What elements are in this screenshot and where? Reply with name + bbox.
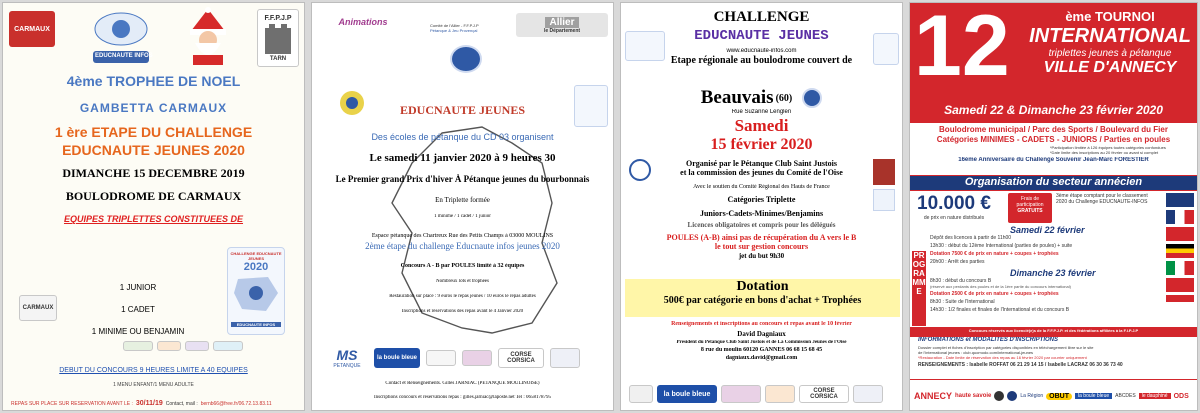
event-date: Le samedi 11 janvier 2020 à 9 heures 30 (369, 152, 556, 164)
annecy-logo: ANNECY (914, 391, 953, 401)
categories-line: Juniors-Cadets-Minimes/Benjamins (699, 209, 824, 218)
gestion-line: le tout sur gestion concours (714, 242, 809, 251)
team-cadet: 1 CADET (121, 305, 155, 314)
saturday-item-4: 20h00 : Arrêt des parties (930, 259, 985, 265)
venue-line: Espace pétanque des Chartreux Rue des Petits Champs à 03000 MOULINS (371, 233, 554, 239)
sponsor-carmaux: CARMAUX (19, 295, 57, 321)
president-line: Président du Pétanque Club Saint Justois et de La Commission Jeunes de l'Oise (676, 340, 847, 345)
sponsor-logo (426, 350, 456, 366)
sponsor-logo (123, 341, 153, 351)
challenge-badge: CHALLENGE EDUCNAUTE JEUNES 2020 EDUCNAUTE INFOS (227, 247, 285, 335)
educnaute-banner: EDUCNAUTE JEUNES (399, 103, 526, 117)
prizes-line: Nombreux lots et trophées (436, 279, 489, 284)
sponsor-logo (765, 385, 795, 403)
saturday-item-2: 13h30 : début du 12ème International (parties de poules) + suite (930, 243, 1073, 249)
programme-label: PROGRAMME (912, 251, 926, 326)
sponsor-strip (629, 385, 897, 403)
sponsor-logo (853, 385, 883, 403)
fees-box: Frais de participation GRATUITS (1008, 193, 1052, 223)
allier-departement-logo: Allier le Département (516, 13, 608, 37)
corse-logo: CORSE CORSICA (799, 385, 849, 403)
footer-reservation: REPAS SUR PLACE SUR RESERVATION AVANT LE : (11, 400, 133, 407)
stage-note: 3ème étape comptant pour le classement 2020 du Challenge EDUCNAUTE-INFOS (1056, 193, 1148, 205)
subtitle: triplettes jeunes à pétanque (1048, 48, 1172, 59)
date-line: 15 février 2020 (710, 136, 813, 153)
tournoi-line: ème TOURNOI (1065, 9, 1155, 24)
side-logo-icon (873, 189, 895, 211)
challenge-badge-right (873, 33, 899, 65)
event-date: DIMANCHE 15 DECEMBRE 2019 (62, 166, 245, 180)
sunday-item-3: 8h30 : Suite de l'International (930, 299, 995, 305)
footer-contact: Contact, mail : (165, 400, 198, 407)
note-2: *Date limite des inscriptions au 20 février ou avant si complet (1050, 150, 1159, 155)
sunday-item-4: 14h30 : 1/2 finales et finales de l'International et du concours B (930, 307, 1070, 313)
ms-petanque-logo: MS PETANQUE (333, 347, 361, 369)
abcdes-logo: ABCDES (1115, 393, 1136, 399)
licences-line: Licences obligatoires et compris pour les délégués (687, 221, 836, 229)
contact-detail-line: Inscriptions concours et réservations repas : gilles.jarniac@laposte.net Tel : 0658178795 (373, 395, 552, 400)
sponsor-logo (157, 341, 181, 351)
sunday-title: Dimanche 23 février (1010, 268, 1096, 278)
teams-heading: EQUIPES TRIPLETTES CONSTITUEES DE (63, 214, 244, 224)
composition-line: 1 minime / 1 cadet / 1 junior (434, 214, 491, 219)
sponsor-logo (721, 385, 761, 403)
sunday-item-1b: (réservé aux perdants des poules et de la 1ère partie du concours international) (930, 284, 1071, 289)
venue-line: Boulodrome municipal / Parc des Sports / Boulevard du Fier (939, 125, 1168, 134)
big-number: 12 (914, 2, 1010, 94)
food-line: Restauration sur place : 9 euros le repas jeunes / 10 euros le repas adultes (389, 294, 536, 299)
obut-logo: OBUT (1046, 393, 1072, 400)
event-title: Le Premier grand Prix d'hiver À Pétanque jeunes du bourbonnais (335, 174, 590, 184)
sponsor-strip (123, 341, 243, 351)
footer-email[interactable]: bernb66@free.fr/06.72.13.83.11 (200, 400, 272, 407)
prize-box: 10.000 € de prix en nature distribués (917, 193, 991, 221)
contact-line: Contact et Renseignements. Gilles JARNIAC (PETANQUE MOULINOISE) (385, 381, 540, 386)
region-logo: La Région (1020, 393, 1044, 399)
dotation-box (625, 279, 900, 317)
sponsor-logo (629, 385, 653, 403)
carmaux-logo: CARMAUX (9, 11, 55, 47)
info-2: de l'international jeunes : club.quomodo.com/international-jeunes (918, 350, 1034, 355)
poster-tournoi-annecy (909, 2, 1198, 411)
dates-line: Samedi 22 & Dimanche 23 février 2020 (944, 103, 1163, 117)
dotation-title: Dotation (736, 279, 789, 294)
person-line: David Dagniaux (737, 330, 786, 338)
note-1: *Participation limitée à 126 équipes toutes catégories confondues (1050, 145, 1166, 150)
contacts-line: RENSEIGNEMENTS : Isabelle ROFFAT 06 21 29 14 15 / Isabelle LACRAZ 06 30 36 73 40 (918, 362, 1123, 368)
haute-savoie-logo: haute savoie (955, 393, 992, 399)
start-note: DEBUT DU CONCOURS 9 HEURES LIMITE A 40 EQUIPES (59, 367, 248, 374)
dotation-line: 500€ par catégorie en bons d'achat + Trophées (663, 295, 862, 306)
comite-allier-logo: Comité de l'Allier - F.F.P.J.P Pétanque & Jeu Provençal (430, 23, 479, 33)
flag-strip (1166, 193, 1194, 323)
register-line: Inscriptions et réservations des repas avant le 4 Janvier 2020 (401, 309, 524, 314)
saturday-item-1: Dépôt des licences à partir de 11h00 (930, 235, 1012, 241)
sponsor-logo (462, 350, 492, 366)
info-3: *Restauration - Date limite de réservation des repas au 16 février 2020 par courrier uniquement (918, 355, 1087, 360)
info-title: INFORMATIONS et MODALITES D'INSCRIPTIONS (918, 337, 1058, 343)
organiser-1: Organisé par le Pétanque Club Saint Justois (686, 159, 837, 168)
info-line: Renseignements et inscriptions au concours et repas avant le 10 février (671, 321, 852, 327)
sponsor-strip (326, 347, 606, 369)
challenge-header: CHALLENGE (713, 9, 810, 25)
poster-challenge-beauvais (620, 2, 903, 411)
event-place: BOULODROME DE CARMAUX (65, 189, 242, 203)
sponsor-logo (550, 348, 580, 368)
international-title: INTERNATIONAL (1029, 25, 1191, 47)
sponsor-strip (910, 380, 1197, 411)
educnaute-brand: EDUCNAUTE JEUNES (694, 28, 829, 44)
stage-line: Etape régionale au boulodrome couvert de (670, 55, 853, 66)
title-line-2: GAMBETTA CARMAUX (79, 101, 228, 115)
email-line[interactable]: dagniaux.david@gmail.com (725, 355, 798, 361)
day-line: Samedi (734, 116, 789, 135)
format-b-line: Concours A - B par POULES limité à 32 équipes (400, 263, 525, 269)
title-line-1: 4ème TROPHEE DE NOEL (66, 73, 241, 89)
side-logo-icon (629, 159, 651, 181)
street-line: Rue Suzanne Lenglen (731, 109, 792, 115)
ods-logo: ODS (1173, 392, 1189, 400)
categories-line: Catégories MINIMES - CADETS - JUNIORS / Parties en poules (936, 135, 1171, 144)
sunday-item-2: Dotation 2500 € de prix en nature + coupes + trophées (930, 291, 1059, 297)
address-line: 8 rue du moulin 60120 GANNES 06 68 15 68 45 (700, 347, 823, 353)
categories-title: Catégories Triplette (727, 195, 796, 204)
city-title: VILLE D'ANNECY (1043, 59, 1177, 76)
city-dept: (60) (775, 92, 793, 104)
city-name: Beauvais (700, 87, 774, 108)
stage-line: 2ème étape du challenge Educnaute infos jeunes 2020 (365, 241, 560, 251)
santa-icon (181, 7, 235, 65)
sponsor-logo (185, 341, 209, 351)
club-crest-icon (450, 45, 482, 73)
format-line: En Triplette formée (435, 196, 490, 204)
intro-line: Des écoles de pétanque du CD 03 organisent (371, 132, 554, 142)
educnaute-badge-left (625, 31, 665, 61)
menu-note: 1 MENU ENFANT/1 MENU ADULTE (113, 382, 194, 388)
boule-bleue-logo: la boule bleue (374, 348, 420, 368)
ffpjp-tarn-logo: F.F.P.J.P TARN (257, 9, 299, 67)
organiser-2: et la commission des jeunes du Comité de l'Oise (680, 168, 843, 177)
title-line-4: EDUCNAUTE JEUNES 2020 (62, 142, 245, 158)
poster-trophee-noel-carmaux (2, 2, 305, 411)
sponsor-dot-icon (994, 391, 1004, 401)
organisation-line: Organisation du secteur annécien (964, 176, 1143, 188)
anniversary-line: 16ème Anniversaire du Challenge Souvenir Jean-Marc FORESTIER (958, 157, 1149, 163)
support-line: Avec le soutien du Comité Régional des Hauts de France (693, 184, 830, 190)
educnaute-logo: EDUCNAUTE INFOS (89, 9, 153, 67)
sunday-item-1: 8h30 : début du concours B (930, 278, 992, 284)
team-minime: 1 MINIME OU BENJAMIN (91, 327, 185, 336)
boule-bleue-logo: la boule bleue (657, 385, 717, 403)
jet-line: jet du but 9h30 (738, 252, 785, 260)
saturday-item-3: Dotation 7500 € de prix en nature + coupes + trophées (930, 251, 1059, 257)
footer-date: 30/11/19 (135, 400, 163, 407)
team-junior: 1 JUNIOR (119, 283, 157, 292)
reserved-line: Concours réservés aux licencié(e)s de la F.F.P.J.P. et des fédérations affiliées à la F.I.P.J.P (968, 328, 1139, 333)
poules-line: POULES (A-B) ainsi pas de récupération du A vers le B (666, 233, 857, 242)
dauphine-logo: le dauphiné (1139, 393, 1171, 399)
sponsor-logo (213, 341, 243, 351)
club-crest-icon (802, 88, 822, 108)
title-line-3: 1 ère ETAPE DU CHALLENGE (54, 124, 253, 140)
info-1: Dossier complet et fiches d'inscription par catégories disponibles en téléchargement libre sur le site (918, 345, 1094, 350)
corse-logo: CORSE CORSICA (498, 348, 544, 368)
boule-bleue-logo: la boule bleue (1075, 393, 1112, 399)
poster-grand-prix-moulins (311, 2, 614, 411)
side-logo-icon (873, 159, 895, 185)
site-url[interactable]: www.educnaute-infos.com (726, 48, 797, 54)
sponsor-dot-icon (1007, 391, 1017, 401)
saturday-title: Samedi 22 février (1010, 225, 1085, 235)
animations-logo: Animations (332, 9, 394, 35)
